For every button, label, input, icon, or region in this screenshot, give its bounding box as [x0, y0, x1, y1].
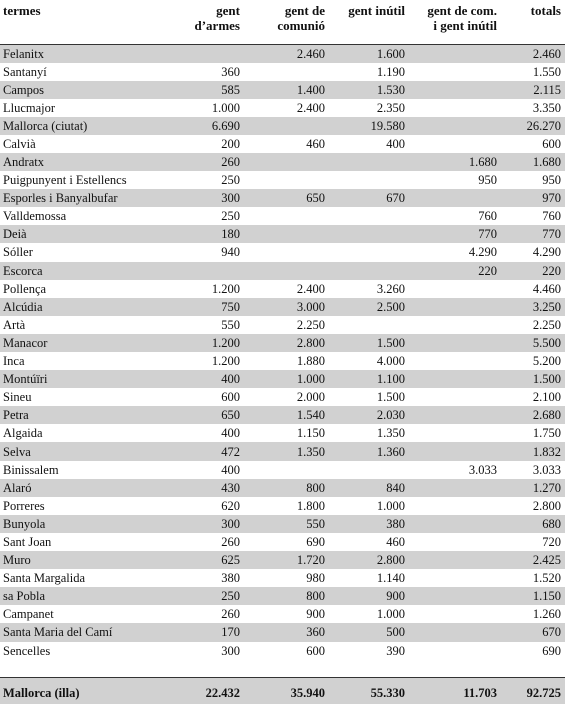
col-gent-comunio-header: gent de comunió — [244, 0, 329, 44]
table-cell: 1.260 — [532, 607, 561, 622]
table-cell: 550 — [244, 515, 329, 533]
table-cell — [244, 225, 329, 243]
table-cell: 680 — [501, 515, 565, 533]
table-cell — [409, 642, 501, 660]
municipality-name: Selva — [0, 442, 167, 460]
table-cell: 1.500 — [329, 334, 409, 352]
table-cell: 1.190 — [376, 64, 405, 79]
municipality-name: Artà — [3, 317, 26, 332]
table-cell: 1.200 — [211, 354, 240, 369]
table-cell: 500 — [329, 623, 409, 641]
table-cell — [167, 262, 244, 280]
total-cell: 11.703 — [409, 678, 501, 704]
table-cell — [409, 189, 501, 207]
municipality-name: Alcúdia — [0, 298, 167, 316]
table-cell: 840 — [329, 479, 409, 497]
table-row — [0, 388, 565, 406]
table-cell: 1.540 — [244, 406, 329, 424]
table-cell: 260 — [167, 153, 244, 171]
table-cell: 760 — [478, 209, 497, 224]
table-row — [0, 171, 565, 189]
table-cell: 380 — [221, 571, 240, 586]
municipality-name: sa Pobla — [0, 587, 167, 605]
municipality-name: Sencelles — [3, 643, 51, 658]
table-cell: 220 — [501, 262, 565, 280]
table-cell — [409, 479, 501, 497]
table-cell: 650 — [244, 189, 329, 207]
table-cell: 5.500 — [501, 334, 565, 352]
table-cell: 1.000 — [376, 498, 405, 513]
table-cell: 760 — [542, 209, 561, 224]
table-cell — [244, 153, 329, 171]
table-cell: 400 — [386, 136, 405, 151]
table-cell: 3.000 — [244, 298, 329, 316]
table-cell: 1.680 — [409, 153, 501, 171]
total-row — [0, 678, 565, 704]
table-cell — [409, 316, 501, 334]
table-row — [0, 189, 565, 207]
table-cell: 2.030 — [329, 406, 409, 424]
table-cell: 1.500 — [376, 390, 405, 405]
municipality-name: Andratx — [0, 153, 167, 171]
municipality-name: Montúïri — [0, 370, 167, 388]
table-cell: 2.250 — [296, 317, 325, 332]
table-cell: 300 — [221, 643, 240, 658]
table-cell: 260 — [221, 534, 240, 549]
table-row — [0, 642, 565, 660]
table-cell: 1.150 — [501, 587, 565, 605]
table-cell: 1.150 — [296, 426, 325, 441]
table-row — [0, 334, 565, 352]
table-cell: 670 — [329, 189, 409, 207]
table-cell — [329, 153, 409, 171]
table-cell: 980 — [306, 571, 325, 586]
table-cell: 600 — [306, 643, 325, 658]
table-cell — [409, 551, 501, 569]
table-cell: 970 — [501, 189, 565, 207]
table-cell: 3.250 — [501, 298, 565, 316]
table-cell: 2.680 — [501, 406, 565, 424]
table-cell: 472 — [167, 442, 244, 460]
table-cell: 1.680 — [501, 153, 565, 171]
table-cell: 950 — [478, 173, 497, 188]
table-cell: 1.880 — [296, 354, 325, 369]
table-cell — [244, 207, 329, 225]
table-cell: 1.720 — [244, 551, 329, 569]
municipality-name: Pollença — [3, 281, 47, 296]
table-cell: 600 — [542, 136, 561, 151]
table-cell: 1.750 — [532, 426, 561, 441]
table-cell: 1.000 — [211, 100, 240, 115]
municipality-name: Calvià — [3, 136, 36, 151]
table-cell: 250 — [221, 173, 240, 188]
table-cell: 3.260 — [376, 281, 405, 296]
table-cell: 220 — [409, 262, 501, 280]
table-cell — [409, 587, 501, 605]
municipality-name: Puigpunyent i Estellencs — [3, 173, 127, 188]
table-cell: 170 — [167, 623, 244, 641]
table-cell: 1.200 — [167, 334, 244, 352]
municipality-name: Santanyí — [3, 64, 47, 79]
table-cell: 1.350 — [244, 442, 329, 460]
table-cell: 600 — [221, 390, 240, 405]
municipality-name: Muro — [0, 551, 167, 569]
table-cell — [329, 207, 409, 225]
table-row — [0, 623, 565, 641]
table-cell: 360 — [244, 623, 329, 641]
table-cell — [409, 623, 501, 641]
table-cell — [409, 352, 501, 370]
table-row — [0, 135, 565, 153]
municipality-name: Algaida — [3, 426, 43, 441]
table-row — [0, 424, 565, 442]
municipality-name: Santa Margalida — [3, 571, 86, 586]
table-row — [0, 533, 565, 551]
table-row — [0, 352, 565, 370]
table-cell: 770 — [501, 225, 565, 243]
table-cell: 300 — [167, 189, 244, 207]
table-cell — [329, 171, 409, 189]
table-row — [0, 298, 565, 316]
table-cell: 690 — [306, 534, 325, 549]
municipality-name: Campos — [0, 81, 167, 99]
table-cell: 900 — [306, 607, 325, 622]
table-cell — [409, 406, 501, 424]
table-cell: 250 — [221, 209, 240, 224]
table-cell — [409, 298, 501, 316]
municipality-name: Deià — [0, 225, 167, 243]
total-cell: 35.940 — [244, 678, 329, 704]
table-cell: 1.400 — [244, 81, 329, 99]
table-row — [0, 44, 565, 63]
table-cell: 4.000 — [376, 354, 405, 369]
table-cell: 1.270 — [501, 479, 565, 497]
table-cell — [329, 243, 409, 261]
table-cell — [244, 117, 329, 135]
table-row — [0, 280, 565, 298]
table-cell: 1.500 — [501, 370, 565, 388]
table-cell: 200 — [221, 136, 240, 151]
table-cell — [409, 569, 501, 587]
table-cell: 6.690 — [167, 117, 244, 135]
table-cell: 430 — [167, 479, 244, 497]
table-cell: 750 — [167, 298, 244, 316]
table-cell — [167, 44, 244, 63]
table-cell: 400 — [221, 462, 240, 477]
table-cell: 2.460 — [244, 44, 329, 63]
table-cell — [409, 117, 501, 135]
table-cell — [409, 280, 501, 298]
table-row — [0, 117, 565, 135]
table-cell — [409, 63, 501, 81]
table-cell: 800 — [244, 587, 329, 605]
table-cell: 2.115 — [501, 81, 565, 99]
table-cell: 180 — [167, 225, 244, 243]
table-cell: 2.350 — [376, 100, 405, 115]
table-row — [0, 81, 565, 99]
table-cell: 300 — [167, 515, 244, 533]
table-cell: 1.530 — [329, 81, 409, 99]
table-cell: 1.000 — [244, 370, 329, 388]
table-cell — [329, 316, 409, 334]
table-row — [0, 551, 565, 569]
table-cell: 1.350 — [376, 426, 405, 441]
table-cell: 390 — [386, 643, 405, 658]
table-cell: 3.033 — [468, 462, 497, 477]
table-cell: 2.400 — [296, 100, 325, 115]
table-cell: 260 — [221, 607, 240, 622]
table-row — [0, 370, 565, 388]
table-cell — [409, 81, 501, 99]
table-cell: 2.400 — [296, 281, 325, 296]
table-cell: 1.600 — [329, 44, 409, 63]
table-row — [0, 225, 565, 243]
table-cell: 400 — [221, 426, 240, 441]
table-cell — [409, 605, 501, 623]
municipality-name: Mallorca (ciutat) — [0, 117, 167, 135]
table-cell: 800 — [244, 479, 329, 497]
table-cell: 2.800 — [532, 498, 561, 513]
municipality-name: Campanet — [3, 607, 54, 622]
municipality-name: Bunyola — [0, 515, 167, 533]
table-row — [0, 587, 565, 605]
table-cell — [244, 461, 329, 479]
table-cell: 670 — [501, 623, 565, 641]
table-cell: 380 — [329, 515, 409, 533]
table-cell — [329, 262, 409, 280]
table-row — [0, 569, 565, 587]
table-row — [0, 63, 565, 81]
municipality-name: Alaró — [0, 479, 167, 497]
table-cell: 4.290 — [532, 245, 561, 260]
table-cell — [409, 135, 501, 153]
table-cell: 1.520 — [532, 571, 561, 586]
table-row — [0, 461, 565, 479]
table-cell — [409, 424, 501, 442]
table-cell — [409, 370, 501, 388]
table-cell: 3.033 — [532, 462, 561, 477]
total-cell: 55.330 — [329, 678, 409, 704]
table-cell — [409, 442, 501, 460]
table-cell: 1.000 — [376, 607, 405, 622]
table-cell — [329, 225, 409, 243]
table-cell: 690 — [542, 643, 561, 658]
table-cell: 620 — [221, 498, 240, 513]
table-row — [0, 479, 565, 497]
table-cell: 2.000 — [296, 390, 325, 405]
municipality-name: Porreres — [3, 498, 45, 513]
table-cell: 400 — [167, 370, 244, 388]
table-row — [0, 153, 565, 171]
table-cell — [409, 44, 501, 63]
table-cell — [409, 334, 501, 352]
municipality-name: Binissalem — [3, 462, 59, 477]
col-termes-header: termes — [0, 0, 167, 44]
table-cell: 460 — [386, 534, 405, 549]
table-cell — [329, 461, 409, 479]
table-cell — [409, 515, 501, 533]
table-row — [0, 497, 565, 515]
table-cell: 19.580 — [329, 117, 409, 135]
col-totals-header: totals — [501, 0, 565, 44]
municipality-name: Llucmajor — [3, 100, 56, 115]
table-cell: 2.100 — [532, 390, 561, 405]
municipality-name: Santa Maria del Camí — [0, 623, 167, 641]
table-row — [0, 316, 565, 334]
table-cell: 1.200 — [211, 281, 240, 296]
table-cell — [244, 63, 329, 81]
municipality-name: Escorca — [0, 262, 167, 280]
table-cell — [409, 388, 501, 406]
municipality-name: Sineu — [3, 390, 32, 405]
municipality-name: Petra — [0, 406, 167, 424]
table-cell: 460 — [306, 136, 325, 151]
table-cell: 1.800 — [296, 498, 325, 513]
table-cell: 770 — [409, 225, 501, 243]
table-cell: 5.200 — [532, 354, 561, 369]
table-cell: 900 — [329, 587, 409, 605]
table-cell: 26.270 — [501, 117, 565, 135]
table-row — [0, 99, 565, 117]
table-cell: 1.832 — [501, 442, 565, 460]
table-cell: 360 — [221, 64, 240, 79]
table-row — [0, 605, 565, 623]
table-cell: 2.425 — [501, 551, 565, 569]
table-cell: 2.460 — [501, 44, 565, 63]
table-row — [0, 406, 565, 424]
municipality-name: Sant Joan — [3, 534, 52, 549]
table-cell: 585 — [167, 81, 244, 99]
col-gent-com-inutil-header: gent de com. i gent inútil — [409, 0, 501, 44]
table-cell: 4.460 — [532, 281, 561, 296]
table-cell — [244, 262, 329, 280]
table-cell — [244, 243, 329, 261]
table-cell — [409, 497, 501, 515]
table-row — [0, 243, 565, 261]
total-cell: 22.432 — [167, 678, 244, 704]
table-cell: 650 — [167, 406, 244, 424]
table-cell: 2.250 — [532, 317, 561, 332]
municipality-name: Manacor — [0, 334, 167, 352]
table-cell: 4.290 — [468, 245, 497, 260]
table-cell: 950 — [542, 173, 561, 188]
municipality-name: Felanitx — [0, 44, 167, 63]
municipality-name: Valldemossa — [3, 209, 67, 224]
municipality-name: Esporles i Banyalbufar — [0, 189, 167, 207]
table-cell: 1.360 — [329, 442, 409, 460]
table-cell: 2.500 — [329, 298, 409, 316]
municipality-name: Inca — [3, 354, 25, 369]
table-cell — [409, 533, 501, 551]
table-row — [0, 207, 565, 225]
table-cell: 3.350 — [532, 100, 561, 115]
table-cell: 940 — [221, 245, 240, 260]
total-label: Mallorca (illa) — [0, 678, 167, 704]
table-row — [0, 515, 565, 533]
table-cell — [409, 99, 501, 117]
table-row — [0, 262, 565, 280]
table-cell: 2.800 — [329, 551, 409, 569]
table-cell: 1.140 — [376, 571, 405, 586]
col-gent-armes-header: gent d’armes — [167, 0, 244, 44]
table-cell: 1.100 — [329, 370, 409, 388]
header-row — [0, 0, 565, 44]
table-cell: 625 — [167, 551, 244, 569]
table-cell: 1.550 — [532, 64, 561, 79]
table-cell — [244, 171, 329, 189]
table-cell: 550 — [221, 317, 240, 332]
table-cell: 250 — [167, 587, 244, 605]
municipality-name: Sóller — [3, 245, 33, 260]
table-row — [0, 442, 565, 460]
total-cell: 92.725 — [501, 678, 565, 704]
table-cell: 720 — [542, 534, 561, 549]
table-cell: 2.800 — [244, 334, 329, 352]
col-gent-inutil-header: gent inútil — [329, 0, 409, 44]
